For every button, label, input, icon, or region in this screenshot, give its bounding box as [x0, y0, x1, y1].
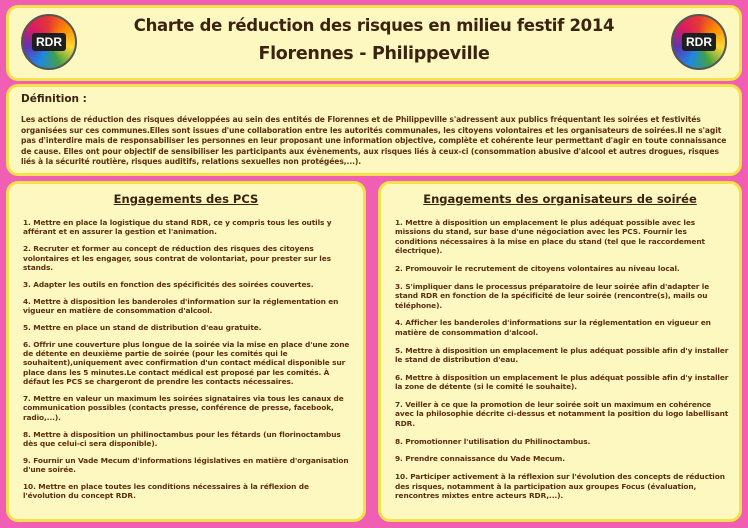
list-item: 9. Fournir un Vade Mecum d'informations législatives en matière d'organisation d'une soirée.	[23, 455, 349, 475]
organisers-commitments-panel	[378, 181, 742, 522]
list-item: 8. Promotionner l'utilisation du Philinoctambus.	[395, 436, 591, 446]
definition-heading: Définition :	[21, 93, 87, 105]
list-item: 10. Participer activement à la réflexion sur l'évolution des concepts de réduction des risques, notamment à la participation aux groupes Focus (évaluation, rencontres mixtes entre acteurs RDR,...).	[395, 472, 725, 501]
rdr-logo-right	[671, 14, 727, 70]
definition-text: Les actions de réduction des risques développées au sein des entités de Florennes et de Philippeville s'adressent aux publics fréquentant les soirées et festivités organisées sur ces communes.Elles sont issues d'une collaboration entre les autorités communales, les citoyens volontaires et les organisateurs de soirées.Il ne s'agit pas d'interdire mais de responsabiliser les personnes en leur proposant une information objective, complète et cohérente leur permettant d'agir en toute connaissance de cause. Elles ont pour objectif de sensibiliser les participants aux évènements, aux risques liés à ceux-ci (consommation abusive d'alcool et autres drogues, risques liés à la sécurité routière, risques auditifs, relations sexuelles non protégées,...).	[21, 115, 727, 167]
list-item: 5. Mettre à disposition un emplacement le plus adéquat possible afin d'y installer le stand de distribution d'eau.	[395, 345, 729, 365]
list-item: 4. Afficher les banderoles d'informations sur la réglementation en vigueur en matière de consommation d'alcool.	[395, 318, 711, 337]
list-item: 10. Mettre en place toutes les conditions nécessaires à la réflexion de l'évolution du concept RDR.	[23, 482, 309, 501]
list-item: 1. Mettre à disposition un emplacement le plus adéquat possible avec les missions du stand, sur base d'une négociation avec les PCS. Fournir les conditions nécessaires à la mise en place du stand (tel que le raccordement électrique).	[395, 218, 705, 256]
list-item: 9. Prendre connaissance du Vade Mecum.	[395, 454, 565, 464]
list-item: 4. Mettre à disposition les banderoles d'information sur la réglementation en vigueur en matière de consommation d'alcool.	[23, 296, 339, 316]
rdr-logo-text: RDR	[682, 33, 716, 51]
list-item: 7. Mettre en valeur un maximum les soirées signataires via tous les canaux de communication possibles (contacts presse, conférence de presse, facebook, radio,...).	[23, 394, 344, 422]
page-title: Charte de réduction des risques en milieu festif 2014	[133, 16, 615, 35]
organisers-commitments-list	[395, 218, 729, 509]
list-item: 7. Veiller à ce que la promotion de leur soirée soit un maximum en cohérence avec la philosophie décrite ci-dessus et notamment la position du logo labellisant RDR.	[395, 400, 729, 428]
header-panel	[6, 5, 742, 81]
rdr-logo-text: RDR	[32, 33, 66, 51]
list-item: 3. Adapter les outils en fonction des spécificités des soirées couvertes.	[23, 279, 314, 289]
organisers-commitments-title: Engagements des organisateurs de soirée	[423, 192, 697, 206]
list-item: 1. Mettre en place la logistique du stand RDR, ce y compris tous les outils y afférant et en assurer la gestion et l'animation.	[23, 218, 332, 237]
pcs-commitments-title: Engagements des PCS	[113, 192, 259, 206]
list-item: 2. Recruter et former au concept de réduction des risques des citoyens volontaires et les engager, sous contrat de volontariat, pour prester sur les stands.	[23, 244, 331, 273]
list-item: 8. Mettre à disposition un philinoctambus pour les fêtards (un florinoctambus dès que celui-ci sera disponible).	[23, 429, 341, 449]
list-item: 6. Offrir une couverture plus longue de la soirée via la mise en place d'une zone de détente en deuxième partie de soirée (pour les comités qui le souhaitent),uniquement avec confirmation d'un contact médical disponible sur place dans les 5 minutes.Le contact médical est proposé par les comités. À défaut les PCS se chargeront de prendre les contacts nécessaires.	[23, 339, 350, 387]
page-subtitle: Florennes - Philippeville	[258, 44, 490, 64]
rdr-logo-left	[21, 14, 77, 70]
definition-panel	[6, 84, 742, 176]
pcs-commitments-panel	[6, 181, 366, 522]
list-item: 3. S'impliquer dans le processus préparatoire de leur soirée afin d'adapter le stand RDR en fonction de la spécificité de leur soirée (rencontre(s), mails ou téléphone).	[395, 281, 710, 310]
pcs-commitments-list	[23, 218, 353, 508]
list-item: 5. Mettre en place un stand de distribution d'eau gratuite.	[23, 322, 262, 332]
list-item: 6. Mettre à disposition un emplacement le plus adéquat possible afin d'y installer la zone de détente (si le comité le souhaite).	[395, 372, 729, 392]
list-item: 2. Promouvoir le recrutement de citoyens volontaires au niveau local.	[395, 264, 680, 274]
